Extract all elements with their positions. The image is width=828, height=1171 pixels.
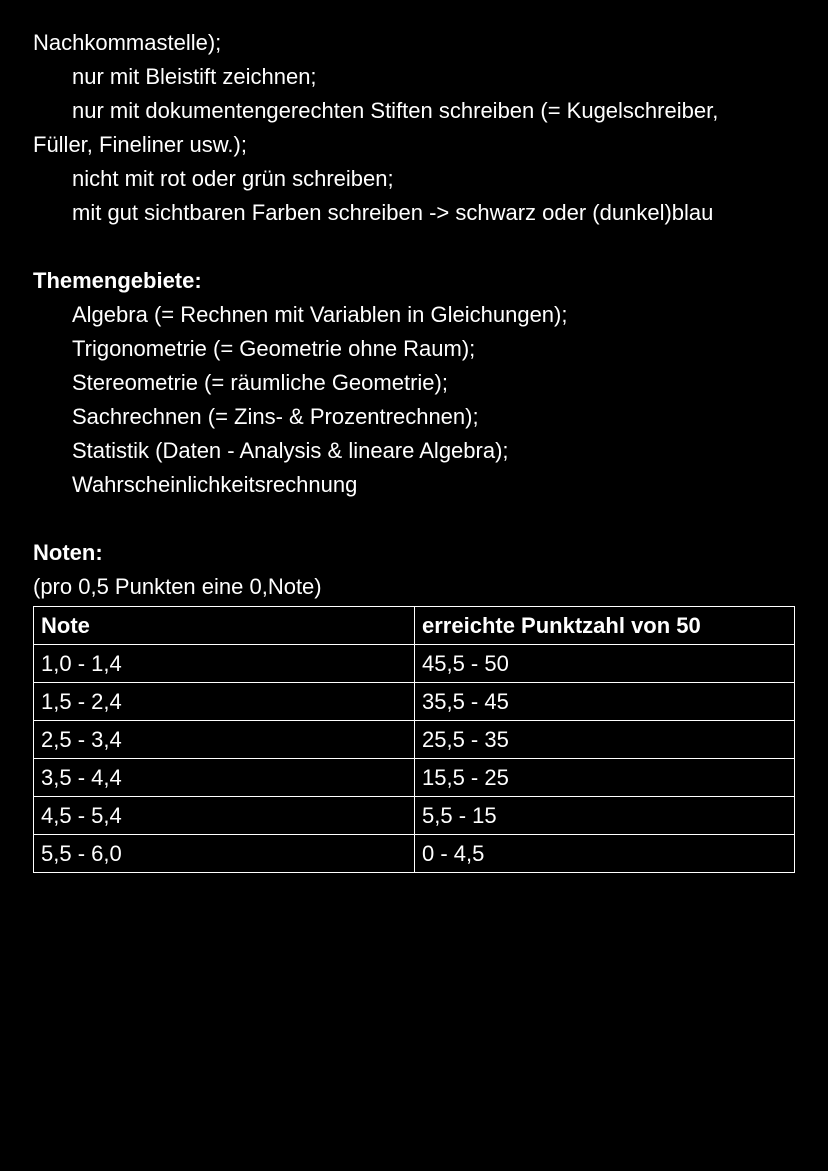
spacer bbox=[33, 502, 803, 536]
topic-item: Sachrechnen (= Zins- & Prozentrechnen); bbox=[72, 404, 479, 429]
grade-cell: 3,5 - 4,4 bbox=[34, 759, 415, 797]
rule-item: nur mit Bleistift zeichnen; bbox=[72, 64, 317, 89]
grade-cell: 1,0 - 1,4 bbox=[34, 645, 415, 683]
topic-item: Trigonometrie (= Geometrie ohne Raum); bbox=[72, 336, 476, 361]
grades-section bbox=[33, 536, 803, 873]
rule-item: mit gut sichtbaren Farben schreiben -> schwarz oder (dunkel)blau bbox=[72, 200, 714, 225]
grades-table bbox=[33, 606, 795, 873]
points-cell: 5,5 - 15 bbox=[415, 797, 795, 835]
points-cell: 15,5 - 25 bbox=[415, 759, 795, 797]
topics-section bbox=[33, 264, 803, 502]
grades-note: (pro 0,5 Punkten eine 0,Note) bbox=[33, 574, 322, 599]
table-row bbox=[34, 759, 795, 797]
table-row bbox=[34, 645, 795, 683]
points-cell: 35,5 - 45 bbox=[415, 683, 795, 721]
column-header-note: Note bbox=[34, 607, 415, 645]
grades-heading: Noten: bbox=[33, 540, 103, 565]
table-row bbox=[34, 797, 795, 835]
table-header-row bbox=[34, 607, 795, 645]
grade-cell: 4,5 - 5,4 bbox=[34, 797, 415, 835]
points-cell: 45,5 - 50 bbox=[415, 645, 795, 683]
table-row bbox=[34, 683, 795, 721]
rule-item-wrap: Füller, Fineliner usw.); bbox=[33, 132, 247, 157]
rule-item: nur mit dokumentengerechten Stiften schreiben (= Kugelschreiber, bbox=[72, 98, 719, 123]
column-header-points: erreichte Punktzahl von 50 bbox=[415, 607, 795, 645]
grade-cell: 1,5 - 2,4 bbox=[34, 683, 415, 721]
points-cell: 0 - 4,5 bbox=[415, 835, 795, 873]
topic-item: Algebra (= Rechnen mit Variablen in Gleichungen); bbox=[72, 302, 568, 327]
table-row bbox=[34, 835, 795, 873]
topic-item: Statistik (Daten - Analysis & lineare Algebra); bbox=[72, 438, 509, 463]
rules-section bbox=[33, 26, 803, 230]
grade-cell: 5,5 - 6,0 bbox=[34, 835, 415, 873]
topic-item: Stereometrie (= räumliche Geometrie); bbox=[72, 370, 448, 395]
spacer bbox=[33, 230, 803, 264]
table-row bbox=[34, 721, 795, 759]
rules-line-continuation: Nachkommastelle); bbox=[33, 30, 222, 55]
rule-item: nicht mit rot oder grün schreiben; bbox=[72, 166, 394, 191]
document-page bbox=[33, 26, 803, 873]
grade-cell: 2,5 - 3,4 bbox=[34, 721, 415, 759]
points-cell: 25,5 - 35 bbox=[415, 721, 795, 759]
topic-item: Wahrscheinlichkeitsrechnung bbox=[72, 472, 358, 497]
topics-heading: Themengebiete: bbox=[33, 268, 202, 293]
